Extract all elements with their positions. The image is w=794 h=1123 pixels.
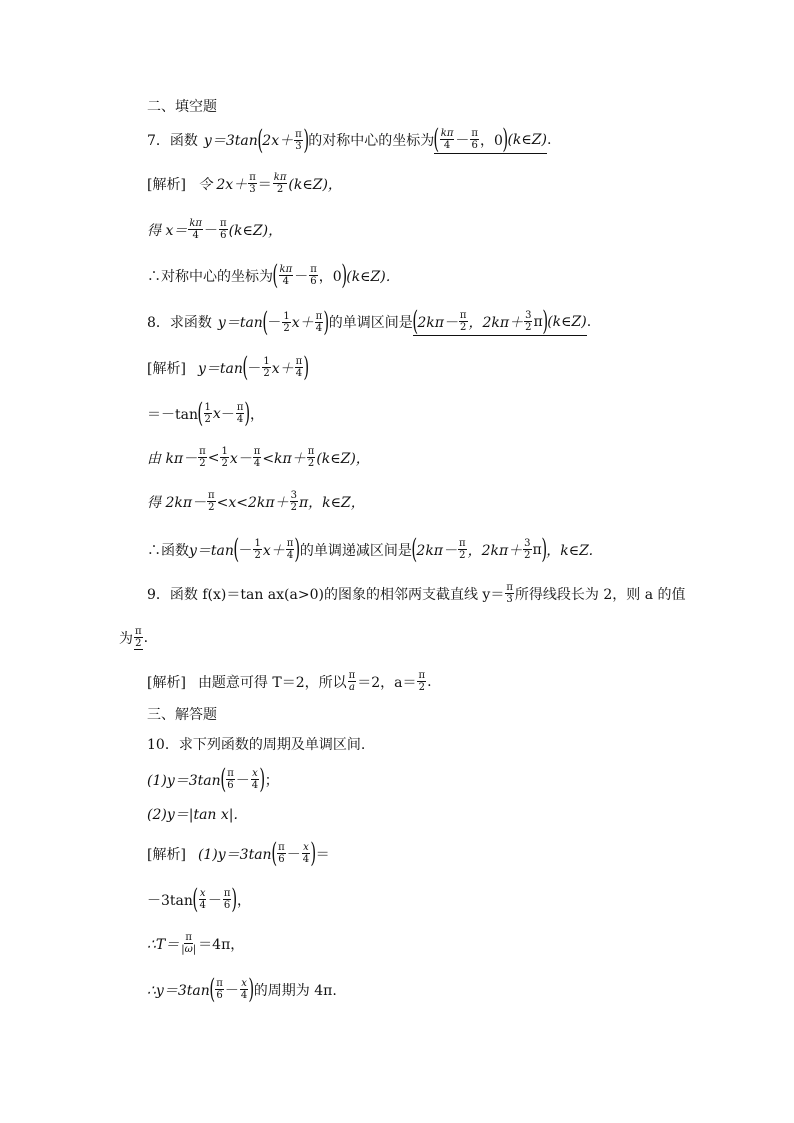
denominator: 2 (208, 502, 215, 513)
math-text: x－ (229, 450, 252, 467)
denominator: 4 (192, 230, 199, 241)
math-text: 求下列函数的周期及单调区间. (178, 737, 366, 753)
denominator: 2 (459, 550, 466, 561)
fraction (315, 311, 324, 334)
fraction (279, 264, 294, 287)
math-text: . (427, 673, 432, 690)
fraction (204, 402, 212, 425)
section-answer (147, 704, 217, 724)
math-text: <x<2kπ＋ (216, 494, 289, 511)
numerator: 3 (524, 538, 531, 549)
fraction (505, 582, 514, 605)
fraction (180, 932, 197, 955)
q10-solution-line-3 (147, 932, 244, 955)
numerator: π (295, 128, 302, 140)
denominator: 6 (310, 276, 317, 287)
denominator: 4 (282, 276, 290, 287)
q9-solution (147, 670, 432, 693)
denominator: 6 (223, 900, 231, 911)
math-text: ， (236, 892, 251, 909)
parenthesis: ) (341, 260, 347, 291)
q10-solution-line-1 (147, 840, 330, 867)
math-text: < (207, 449, 220, 466)
denominator: 3 (506, 594, 513, 605)
parenthesis: ( (209, 974, 215, 1005)
math-text: (1)y＝3tan (197, 846, 272, 863)
math-text: x (212, 405, 221, 422)
q7-solution-line-3 (147, 262, 400, 289)
math-text: － (286, 846, 301, 863)
math-text: 求函数 (169, 315, 212, 331)
fraction (523, 538, 531, 561)
fraction (286, 538, 295, 561)
q8-solution-line-5 (147, 536, 593, 563)
math-text: π，k∈Z， (298, 494, 365, 511)
parenthesis: ) (303, 124, 309, 156)
math-text: ∴T＝ (147, 936, 180, 953)
math-text: 得 2kπ－ (147, 494, 207, 511)
denominator: 4 (240, 990, 248, 1001)
math-text: － (220, 406, 235, 423)
numerator: 1 (254, 538, 261, 549)
parenthesis: ) (542, 306, 548, 337)
math-text: 函数 (169, 133, 198, 149)
math-text: － (204, 222, 218, 239)
parenthesis: ( (272, 260, 279, 291)
fraction (294, 129, 303, 152)
fraction (417, 670, 426, 693)
q10-solution-line-2 (147, 886, 251, 913)
math-text: 函数 f(x)＝tan ax(a>0)的图象的相邻两支截直线 y＝ (169, 586, 505, 603)
q7-solution-line-1 (147, 172, 342, 195)
math-text: <kπ＋ (262, 450, 306, 467)
math-text: x＋ (291, 315, 314, 331)
fraction (240, 978, 248, 1001)
numerator: π (506, 582, 513, 593)
math-text: (k∈Z)， (316, 450, 370, 467)
math-text: ，0 (318, 268, 342, 285)
numerator: π (223, 888, 231, 899)
question-9-cont (119, 626, 148, 650)
fraction (470, 128, 479, 151)
math-text: ＝4π， (198, 936, 245, 953)
math-text: 8． (147, 315, 170, 331)
denominator: |ω| (181, 944, 197, 955)
numerator: π (135, 626, 142, 637)
fraction (290, 490, 298, 513)
math-text: － (224, 982, 239, 999)
math-text: π (532, 541, 542, 558)
math-text: － (207, 892, 222, 909)
math-text: (k∈Z)， (288, 176, 342, 193)
numerator: π (185, 932, 192, 943)
denominator: 6 (216, 990, 223, 1001)
parenthesis: ) (248, 974, 255, 1005)
math-text: ∴对称中心的坐标为 (147, 268, 273, 285)
denominator: 2 (254, 550, 261, 561)
denominator: 2 (135, 638, 142, 649)
numerator: x (241, 978, 247, 989)
denominator: 4 (443, 140, 451, 151)
fraction (223, 888, 232, 911)
q10-solution-line-4 (147, 976, 337, 1003)
q8-solution-line-2 (147, 400, 264, 427)
math-text: ＝ (257, 176, 272, 193)
denominator: 2 (283, 322, 290, 334)
math-text: ＝－tan (147, 406, 198, 423)
fraction (253, 446, 262, 469)
denominator: 2 (290, 502, 297, 513)
numerator: π (315, 310, 323, 322)
q7-solution-line-2 (147, 218, 282, 241)
numerator: kπ (189, 218, 202, 229)
parenthesis: ) (294, 534, 301, 565)
math-text: 的单调递减区间是 (299, 542, 412, 559)
parenthesis: ) (502, 124, 509, 155)
fraction (219, 218, 228, 241)
numerator: π (208, 490, 215, 501)
numerator: π (295, 356, 303, 367)
denominator: 2 (307, 458, 315, 469)
question-9 (147, 582, 686, 605)
numerator: π (236, 402, 244, 413)
question-10-part-1 (147, 766, 279, 793)
numerator: 1 (263, 356, 270, 367)
math-text: y＝tan (197, 360, 243, 377)
parenthesis: ( (262, 306, 269, 338)
fraction (236, 402, 245, 425)
fraction (295, 356, 304, 379)
numerator: kπ (440, 128, 454, 139)
numerator: π (249, 172, 256, 183)
math-text: x＋ (271, 360, 294, 377)
fraction (459, 310, 468, 333)
denominator: 6 (220, 230, 227, 241)
math-text: － (267, 315, 282, 331)
q8-solution-line-4 (147, 490, 365, 513)
numerator: π (310, 264, 317, 275)
parenthesis: ) (244, 398, 251, 429)
numerator: π (348, 670, 356, 681)
parenthesis: ( (233, 534, 240, 565)
denominator: 4 (199, 900, 206, 911)
denominator: 2 (263, 368, 270, 379)
numerator: π (199, 446, 206, 457)
numerator: π (459, 538, 466, 549)
math-text: (1)y＝3tan (147, 772, 221, 789)
fraction (262, 356, 270, 379)
math-text: (k∈Z) (547, 313, 587, 330)
math-text: (k∈Z) (507, 131, 547, 148)
denominator: 4 (251, 780, 259, 791)
math-text: ，2kπ＋ (468, 314, 524, 331)
numerator: π (307, 446, 315, 457)
numerator: π (286, 538, 294, 549)
math-text: 由题意可得 T＝2，所以 (197, 674, 347, 691)
parenthesis: ( (270, 838, 277, 869)
q8-solution-line-1 (147, 354, 309, 381)
math-text: ＝2，a＝ (357, 674, 417, 691)
denominator: 3 (295, 140, 302, 152)
fraction (215, 978, 224, 1001)
math-text: 二、填空题 (147, 99, 217, 115)
parenthesis: ( (192, 884, 199, 915)
numerator: π (253, 446, 261, 457)
math-text: ＝ (315, 846, 330, 863)
denominator: 2 (525, 322, 532, 333)
fraction (273, 172, 288, 195)
fraction (277, 842, 286, 865)
fraction (302, 842, 310, 865)
fraction (198, 888, 206, 911)
q7-answer (434, 126, 547, 154)
fraction (282, 311, 290, 334)
math-text: ，k∈Z. (546, 542, 594, 559)
math-text: 的单调区间是 (328, 315, 413, 331)
question-10-part-2 (147, 804, 238, 824)
parenthesis: ) (541, 534, 547, 565)
section-fill-in (147, 96, 217, 116)
fraction (309, 264, 318, 287)
math-text: ，2kπ＋ (467, 542, 523, 559)
numerator: π (418, 670, 426, 681)
math-text: ，0 (479, 132, 503, 149)
parenthesis: ( (242, 352, 249, 383)
math-text: － (235, 772, 250, 789)
math-text: 2kπ－ (416, 542, 457, 559)
numerator: 1 (283, 310, 290, 322)
fraction (220, 446, 228, 469)
math-text: . (143, 630, 149, 646)
math-text: 得 x＝ (147, 222, 188, 239)
numerator: x (199, 888, 206, 899)
math-text: x＋ (262, 542, 285, 559)
denominator: 2 (276, 184, 284, 195)
math-text: － (238, 542, 253, 559)
numerator: 1 (204, 402, 211, 413)
parenthesis: ( (197, 398, 204, 429)
denominator: 2 (199, 458, 206, 469)
denominator: 2 (524, 550, 531, 561)
math-text: － (294, 268, 309, 285)
math-text: 7． (147, 133, 170, 149)
math-text: ∴函数 (147, 542, 189, 559)
numerator: x (303, 842, 309, 853)
math-text: y＝3tan (203, 133, 258, 149)
parenthesis: ( (411, 534, 418, 565)
q8-solution-line-3 (147, 446, 370, 469)
math-text: － (455, 132, 470, 149)
question-8 (147, 308, 591, 336)
denominator: 4 (295, 368, 303, 379)
parenthesis: ( (433, 124, 440, 155)
math-text: － (247, 360, 262, 377)
fraction (226, 768, 235, 791)
parenthesis: ) (323, 306, 330, 338)
math-text: －3tan (147, 892, 193, 909)
fraction (524, 310, 532, 333)
numerator: π (471, 128, 478, 139)
fraction (207, 490, 216, 513)
fraction (248, 172, 257, 195)
math-text: [解析] (147, 360, 186, 377)
numerator: π (216, 978, 223, 989)
math-text: π (533, 313, 543, 330)
numerator: 1 (221, 446, 228, 457)
math-text: 的周期为 4π. (253, 982, 337, 999)
denominator: 4 (253, 458, 261, 469)
math-text: . (586, 314, 592, 330)
numerator: x (252, 768, 258, 779)
fraction (251, 768, 259, 791)
numerator: kπ (273, 172, 287, 183)
denominator: 2 (221, 458, 228, 469)
parenthesis: ( (220, 764, 226, 795)
math-text: [解析] (147, 674, 186, 691)
denominator: 2 (460, 322, 467, 333)
denominator: 4 (302, 854, 310, 865)
math-text: (2)y＝|tan x|. (147, 807, 238, 823)
question-7 (147, 126, 551, 154)
math-text: ∴y＝3tan (147, 982, 210, 999)
q9-answer (134, 626, 143, 650)
numerator: π (278, 842, 285, 853)
fraction (198, 446, 207, 469)
parenthesis: ) (303, 352, 310, 383)
fraction (348, 670, 357, 693)
math-text: 为 (119, 631, 133, 647)
denominator: 4 (286, 550, 294, 561)
math-text: 10． (147, 737, 179, 753)
denominator: 3 (249, 184, 256, 195)
fraction (458, 538, 467, 561)
parenthesis: ( (257, 124, 263, 156)
math-text: 三、解答题 (147, 707, 217, 723)
fraction (440, 128, 455, 151)
math-text: ； (264, 772, 279, 789)
denominator: 2 (418, 682, 425, 693)
parenthesis: ) (231, 884, 238, 915)
fraction (188, 218, 203, 241)
math-text: 由 kπ－ (147, 450, 198, 467)
math-text: 9． (147, 586, 170, 603)
math-text: ， (249, 406, 264, 423)
numerator: kπ (279, 264, 293, 275)
denominator: 6 (278, 854, 285, 865)
numerator: π (459, 310, 467, 321)
denominator: 2 (204, 414, 211, 425)
denominator: 4 (236, 414, 244, 425)
fraction (253, 538, 261, 561)
math-text: [解析] (147, 176, 186, 193)
math-text: y＝tan (189, 542, 234, 559)
math-text: 2x＋ (262, 133, 294, 149)
math-text: 令 2x＋ (197, 176, 248, 193)
denominator: a (348, 682, 355, 693)
denominator: 4 (315, 322, 323, 334)
numerator: π (220, 218, 227, 229)
numerator: 3 (290, 490, 297, 501)
q8-answer (413, 308, 587, 336)
parenthesis: ) (259, 764, 266, 795)
fraction (307, 446, 316, 469)
parenthesis: ) (310, 838, 317, 869)
denominator: 6 (471, 140, 478, 151)
math-text: (k∈Z)， (228, 222, 283, 239)
math-text: y＝tan (217, 315, 263, 331)
math-text: . (546, 132, 552, 148)
numerator: 3 (525, 310, 532, 321)
parenthesis: ( (412, 306, 418, 337)
denominator: 6 (227, 780, 234, 791)
numerator: π (227, 768, 234, 779)
math-text: 所得线段长为 2，则 a 的值 (514, 586, 686, 603)
math-text: 2kπ－ (417, 314, 458, 331)
math-text: 的对称中心的坐标为 (308, 133, 435, 149)
question-10 (147, 734, 365, 754)
math-text: (k∈Z)． (346, 268, 400, 285)
math-text: [解析] (147, 846, 186, 863)
